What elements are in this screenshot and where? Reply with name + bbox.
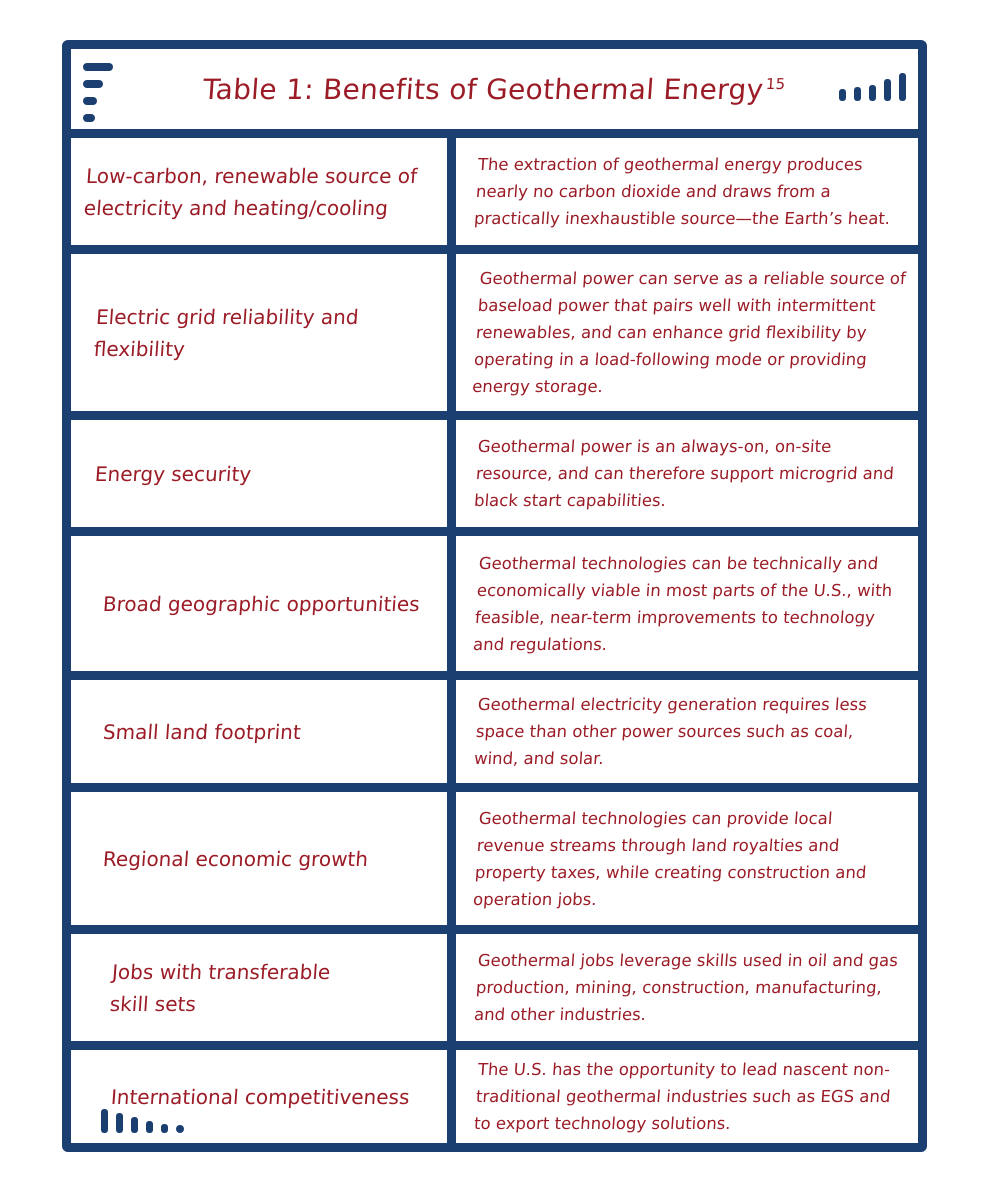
description-text: Geothermal technologies can be technically and economically viable in most parts of the U.S., with feasible, near-term improvements to technology and regulations. (472, 553, 893, 654)
benefit-cell (71, 934, 456, 1041)
description-cell (456, 792, 918, 925)
benefit-text: Energy security (94, 461, 253, 486)
benefit-cell (71, 254, 456, 411)
benefit-text: International competitiveness (110, 1084, 411, 1109)
description-text: Geothermal power is an always-on, on-site resource, and can therefore support microgrid and black start capabilities. (473, 437, 895, 510)
description-text: Geothermal technologies can provide local revenue streams through land royalties and property taxes, while creating construction and operation jobs. (472, 808, 868, 909)
benefit-text: Regional economic growth (102, 846, 369, 871)
table-row (71, 783, 918, 925)
benefit-cell (71, 536, 456, 671)
benefit-cell (71, 680, 456, 783)
description-text: Geothermal jobs leverage skills used in oil and gas production, mining, construction, manufacturing, and other industries. (473, 951, 899, 1024)
title-footnote-marker: 15 (765, 74, 787, 93)
table-title (202, 73, 786, 106)
table-row (71, 1041, 918, 1143)
benefit-text: Jobs with transferable skill sets (109, 959, 332, 1016)
benefit-cell (71, 138, 456, 245)
description-text: The U.S. has the opportunity to lead nascent non-traditional geothermal industries such as EGS and to export technology solutions. (473, 1060, 892, 1133)
table-row (71, 245, 918, 411)
description-cell (456, 680, 918, 783)
benefit-cell (71, 420, 456, 527)
description-text: Geothermal electricity generation requires less space than other power sources such as coal, wind, and solar. (473, 695, 868, 768)
decorative-dashes-bottom-left (101, 1109, 184, 1133)
benefit-text: Electric grid reliability and flexibility (93, 304, 360, 361)
benefit-text: Broad geographic opportunities (102, 591, 421, 616)
benefits-table-sheet (62, 40, 927, 1152)
description-cell (456, 536, 918, 671)
description-text: Geothermal power can serve as a reliable source of baseload power that pairs well with intermittent renewables, and can enhance grid flexibility by operating in a load-following mode or providing energy storage. (471, 269, 907, 396)
table-body (71, 129, 918, 1143)
table-row (71, 411, 918, 527)
benefit-text: Low-carbon, renewable source of electricity and heating/cooling (83, 163, 419, 220)
benefit-cell (71, 792, 456, 925)
table-title-text: Table 1: Benefits of Geothermal Energy (202, 72, 766, 106)
description-text: The extraction of geothermal energy produces nearly no carbon dioxide and draws from a practically inexhaustible source—the Earth’s heat. (473, 155, 891, 228)
description-cell (456, 1050, 918, 1143)
table-row (71, 671, 918, 783)
description-cell (456, 138, 918, 245)
description-cell (456, 254, 918, 411)
table-row (71, 527, 918, 671)
description-cell (456, 420, 918, 527)
table-title-bar (71, 49, 918, 129)
table-row (71, 129, 918, 245)
benefit-text: Small land footprint (102, 719, 302, 744)
table-row (71, 925, 918, 1041)
description-cell (456, 934, 918, 1041)
